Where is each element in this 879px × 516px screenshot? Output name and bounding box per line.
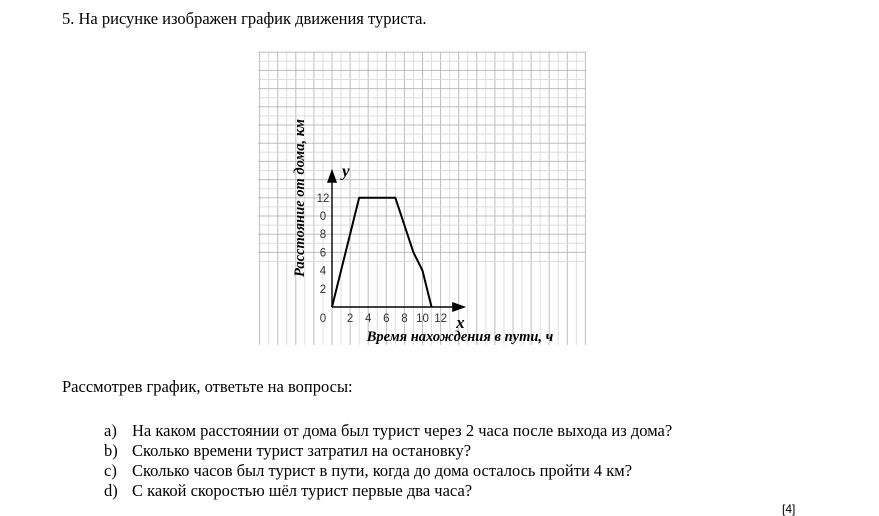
x-tick-label: 4 [364, 313, 372, 325]
x-axis-letter: x [456, 313, 465, 332]
question-marker: c) [104, 461, 117, 480]
y-tick-label: 12 [316, 192, 330, 205]
origin-label: 0 [319, 313, 327, 325]
question-marker: a) [104, 421, 117, 440]
question-text: Сколько часов был турист в пути, когда до дома осталось пройти 4 км? [132, 461, 633, 480]
x-tick-label: 2 [346, 313, 354, 325]
question-text: Сколько времени турист затратил на остановку? [132, 441, 472, 460]
question-list [104, 421, 672, 501]
y-axis-letter: y [342, 161, 350, 181]
question-text: С какой скоростью шёл турист первые два часа? [132, 481, 473, 500]
y-tick-label: 0 [319, 211, 327, 223]
question-item [104, 461, 672, 481]
y-tick-label: 6 [319, 247, 327, 260]
x-tick-label: 12 [434, 313, 447, 325]
question-item [104, 421, 672, 441]
question-item [104, 481, 672, 501]
task-heading: 5. На рисунке изображен график движения туриста. [62, 9, 427, 28]
x-tick-label: 10 [416, 313, 429, 325]
x-axis-title: Время нахождения в пути, ч [366, 329, 554, 345]
x-tick-label: 8 [401, 313, 408, 325]
question-text: На каком расстоянии от дома был турист через 2 часа после выхода из дома? [132, 421, 673, 440]
y-tick-label: 2 [319, 283, 327, 296]
question-intro: Рассмотрев график, ответьте на вопросы: [62, 377, 353, 396]
question-item [104, 441, 672, 461]
score-mark: [4] [782, 502, 796, 516]
y-axis-title: Расстояние от дома, км [292, 119, 308, 277]
question-marker: d) [104, 481, 118, 500]
x-tick-label: 6 [383, 313, 390, 325]
y-tick-label: 8 [319, 229, 327, 242]
question-marker: b) [104, 441, 118, 460]
y-tick-label: 4 [319, 265, 327, 278]
